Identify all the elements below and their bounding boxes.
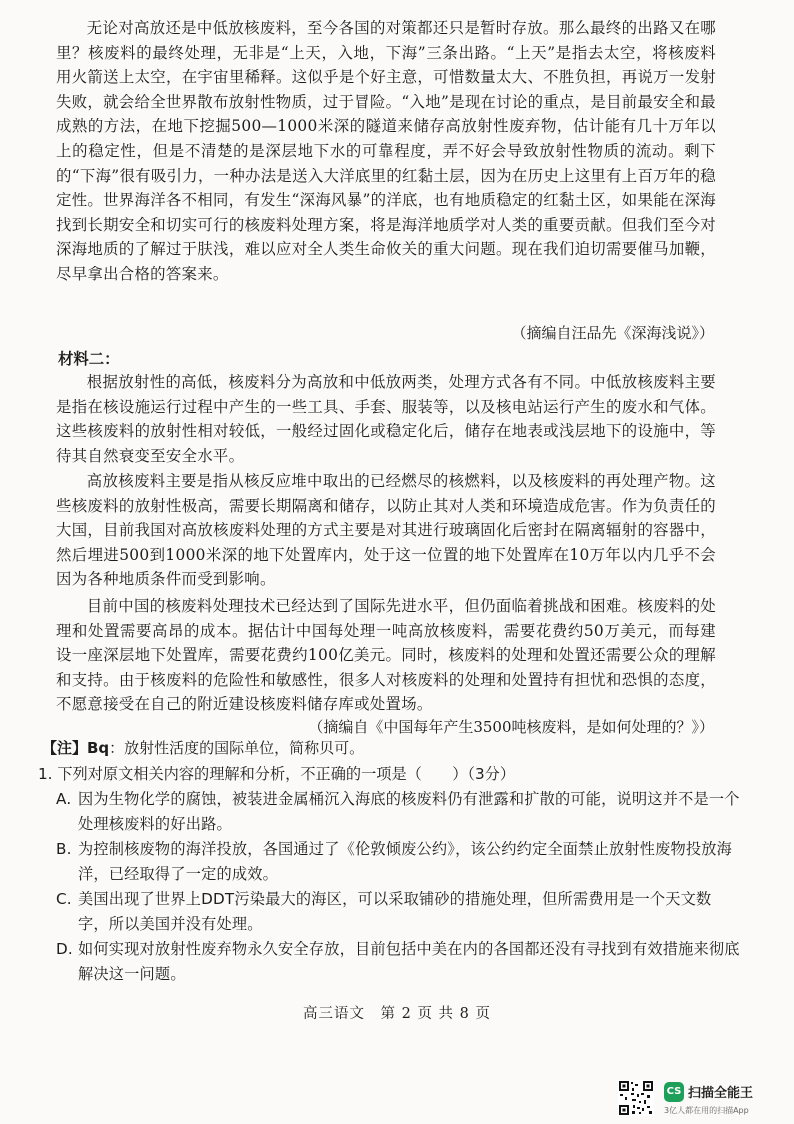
material2-source: （摘编自《中国每年产生3500吨核废料，是如何处理的？》） [308, 718, 714, 736]
qr-code-icon [618, 1080, 654, 1116]
camscanner-subtitle: 3亿人都在用的扫描App [664, 1106, 749, 1115]
option-letter: A. [56, 790, 72, 808]
option-d[interactable] [56, 937, 742, 986]
option-letter: D. [56, 940, 73, 958]
option-text: 如何实现对放射性废弃物永久安全存放，目前包括中美在内的各国都还没有寻找到有效措施来彻底解决这一问题。 [78, 940, 740, 983]
material2-paragraph-3: 目前中国的核废料处理技术已经达到了国际先进水平，但仍面临着挑战和困难。核废料的处理和处置需要高昂的成本。据估计中国每处理一吨高放核废料，需要花费约50万美元，而每建设一座深层地下处置库，需要花费约100亿美元。同时，核废料的处理和处置还需要公众的理解和支持。由于核废料的危险性和敏感性，很多人对核废料的处理和处置持有担忧和恐惧的态度，不愿意接受在自己的附近建设核废料储存库或处置场。 [56, 597, 716, 714]
material1-source: （摘编自汪品先《深海浅说》） [511, 324, 714, 342]
option-c[interactable] [56, 887, 742, 936]
option-letter: B. [56, 840, 72, 858]
material2-paragraph-1: 根据放射性的高低，核废料分为高放和中低放两类，处理方式各有不同。中低放核废料主要是指在核设施运行过程中产生的一些工具、手套、服装等，以及核电站运行产生的废水和气体。这些核废料的放射性相对较低，一般经过固化或稳定化后，储存在地表或浅层地下的设施中，等待其自然衰变至安全水平。 [56, 373, 716, 465]
option-text: 为控制核废物的海洋投放，各国通过了《伦敦倾废公约》，该公约约定全面禁止放射性废物投放海洋，已经取得了一定的成效。 [78, 840, 733, 883]
option-text: 因为生物化学的腐蚀，被装进金属桶沉入海底的核废料仍有泄露和扩散的可能，说明这并不是一个处理核废料的好出路。 [78, 790, 740, 833]
note-label: 【注】Bq [42, 739, 110, 757]
option-b[interactable] [56, 837, 742, 886]
material2-paragraph-2: 高放核废料主要是指从核反应堆中取出的已经燃尽的核燃料，以及核废料的再处理产物。这些核废料的放射性极高，需要长期隔离和储存，以防止其对人类和环境造成危害。作为负责任的大国，目前我国对高放核废料处理的方式主要是对其进行玻璃固化后密封在隔离辐射的容器中，然后埋进500到1000米深的地下处置库内，处于这一位置的地下处置库在10万年以内几乎不会因为各种地质条件而受到影响。 [56, 472, 716, 589]
option-a[interactable] [56, 787, 742, 836]
option-text: 美国出现了世界上DDT污染最大的海区，可以采取铺砂的措施处理，但所需费用是一个天文数字，所以美国并没有处理。 [78, 890, 712, 933]
question-stem: 1. 下列对原文相关内容的理解和分析，不正确的一项是（ ）（3分） [38, 765, 516, 783]
material1-paragraph: 无论对高放还是中低放核废料，至今各国的对策都还只是暂时存放。那么最终的出路又在哪里？核废料的最终处理，无非是“上天，入地，下海”三条出路。“上天”是指去太空，将核废料用火箭送上太空，在宇宙里稀释。这似乎是个好主意，可惜数量太大、不胜负担，再说万一发射失败，就会给全世界散布放射性物质，过于冒险。“入地”是现在讨论的重点，是目前最安全和最成熟的方法，在地下挖掘500—1000米深的隧道来储存高放射性废弃物，估计能有几十万年以上的稳定性，但是不清楚的是深层地下水的可靠程度，弄不好会导致放射性物质的流动。剩下的“下海”很有吸引力，一种办法是送入大洋底里的红黏土层，因为在历史上这里有上百万年的稳定性。世界海洋各不相同，有发生“深海风暴”的洋底，也有地质稳定的红黏土区，如果能在深海找到长期安全和切实可行的核废料处理方案，将是海洋地质学对人类的重要贡献。但我们至今对深海地质的了解过于肤浅，难以应对全人类生命攸关的重大问题。现在我们迫切需要催马加鞭，尽早拿出合格的答案来。 [56, 19, 716, 283]
page-footer: 高三语文 第 2 页 共 8 页 [303, 1006, 491, 1022]
camscanner-logo-icon: CS [664, 1082, 684, 1102]
note-text: ：放射性活度的国际单位，简称贝可。 [109, 739, 365, 757]
material2-heading: 材料二： [58, 350, 120, 368]
option-letter: C. [56, 890, 72, 908]
camscanner-title: 扫描全能王 [688, 1086, 754, 1101]
annotation-note [42, 737, 364, 758]
scanner-watermark [618, 1080, 768, 1120]
